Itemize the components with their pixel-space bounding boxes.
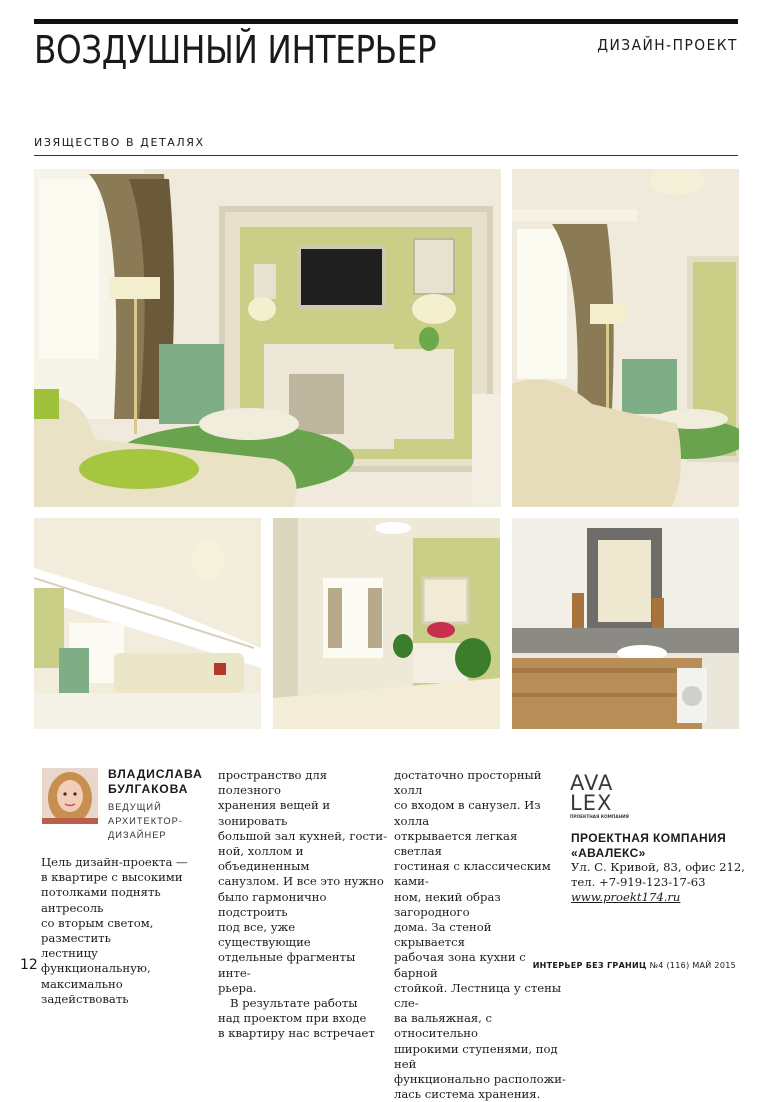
issue-info: №4 (116) МАЙ 2015	[649, 961, 736, 970]
text-line: открывается легкая светлая	[394, 828, 518, 859]
company-contacts	[571, 860, 745, 906]
text-line: со вторым светом, разместить	[41, 915, 154, 946]
company-address: Ул. С. Кривой, 83, офис 212,	[571, 860, 745, 874]
text-line: широкими ступенями, под ней	[394, 1041, 558, 1071]
article-column-3	[394, 768, 566, 1102]
text-line: гостиная с классическим ками-	[394, 859, 551, 889]
top-rule	[34, 19, 738, 24]
text-line: в квартире с высокими	[41, 870, 183, 885]
photo-hallway	[273, 518, 500, 729]
author-name-line-1: ВЛАДИСЛАВА	[108, 767, 203, 781]
text-line: под все, уже существующие	[218, 920, 311, 950]
text-line: функционально расположи-	[394, 1072, 566, 1087]
author-role-line-2: АРХИТЕКТОР-	[108, 816, 183, 826]
article-column-1	[41, 855, 211, 1007]
page-number: 12	[20, 957, 38, 973]
magazine-name: ИНТЕРЬЕР БЕЗ ГРАНИЦ	[532, 961, 647, 970]
text-line: в квартиру нас встречает	[218, 1026, 375, 1041]
text-line: над проектом при входе	[218, 1011, 367, 1026]
text-line: санузлом. И все это нужно	[218, 874, 384, 889]
logo-caption: ПРОЕКТНАЯ КОМПАНИЯ	[570, 814, 629, 819]
text-line: дома. За стеной скрывается	[394, 920, 492, 950]
text-line: было гармонично подстроить	[218, 889, 327, 919]
text-line: лестницу функциональную,	[41, 946, 151, 976]
author-name-line-2: БУЛГАКОВА	[108, 782, 189, 796]
text-line: отдельные фрагменты инте-	[218, 950, 356, 980]
author-name	[108, 767, 203, 797]
magazine-footer	[533, 961, 736, 970]
author-avatar	[42, 768, 98, 824]
company-name-line-2: «АВАЛЕКС»	[571, 846, 646, 860]
photo-bathroom	[512, 518, 739, 729]
article-column-2	[218, 768, 388, 1042]
text-line: рабочая зона кухни с барной	[394, 950, 526, 980]
text-line: большой зал кухней, гости-	[218, 828, 387, 843]
text-line: максимально задействовать	[41, 976, 129, 1006]
company-logo	[570, 770, 636, 820]
author-role	[108, 800, 183, 842]
logo-top-text: AVA	[570, 771, 614, 795]
text-line: стойкой. Лестница у стены сле-	[394, 980, 562, 1011]
company-phone: тел. +7-919-123-17-63	[571, 875, 706, 890]
photo-living-room-side	[512, 169, 739, 507]
section-label: ДИЗАЙН-ПРОЕКТ	[597, 36, 738, 54]
photo-living-room	[34, 169, 501, 507]
text-line: ной, холлом и объединенным	[218, 844, 310, 874]
logo-bottom-text: LEX	[570, 791, 613, 815]
text-line: лась система хранения.	[394, 1087, 541, 1102]
text-line: потолками поднять антресоль	[41, 885, 161, 915]
article-subtitle: ИЗЯЩЕСТВО В ДЕТАЛЯХ	[34, 136, 205, 149]
text-line: со входом в санузел. Из холла	[394, 798, 541, 828]
text-line: рьера.	[218, 980, 257, 995]
text-line: пространство для полезного	[218, 768, 328, 798]
text-line: хранения вещей и зонировать	[218, 798, 331, 828]
text-line: Цель дизайн-проекта —	[41, 855, 188, 869]
company-name-line-1: ПРОЕКТНАЯ КОМПАНИЯ	[571, 831, 727, 845]
author-role-line-1: ВЕДУЩИЙ	[108, 802, 162, 812]
company-name	[571, 831, 726, 861]
company-website-link[interactable]: www.proekt174.ru	[571, 890, 681, 905]
text-line: В результате работы	[230, 996, 358, 1011]
text-line: ва вальяжная, с относительно	[394, 1011, 493, 1041]
author-role-line-3: ДИЗАЙНЕР	[108, 830, 167, 840]
subtitle-rule	[34, 155, 738, 156]
text-line: достаточно просторный холл	[394, 768, 542, 798]
photo-staircase	[34, 518, 261, 729]
text-line: ном, некий образ загородного	[394, 889, 501, 919]
article-title: ВОЗДУШНЫЙ ИНТЕРЬЕР	[34, 28, 437, 72]
